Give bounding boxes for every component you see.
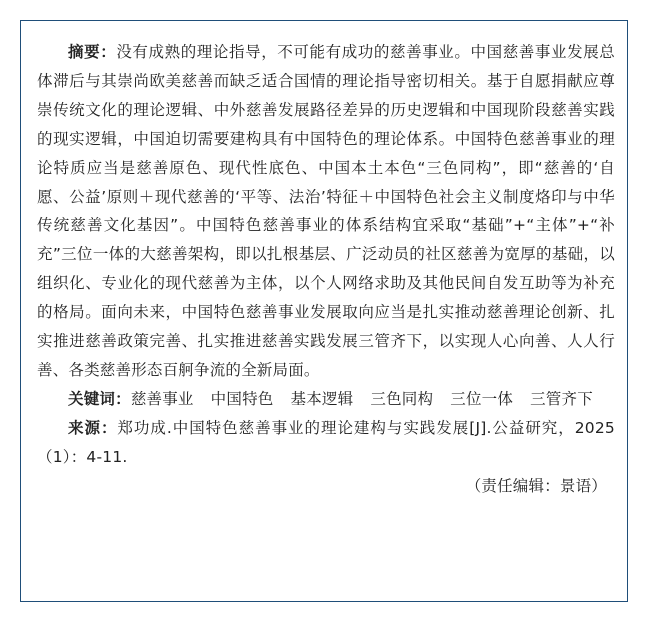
abstract-label: 摘要：	[68, 43, 117, 61]
editor-credit: （责任编辑：景语）	[465, 476, 607, 495]
source-paragraph	[37, 414, 615, 472]
abstract-text: 没有成熟的理论指导，不可能有成功的慈善事业。中国慈善事业发展总体滞后与其崇尚欧美慈善而缺乏适合国情的理论指导密切相关。基于自愿捐献应尊崇传统文化的理论逻辑、中外慈善发展路径差异的历史逻辑和中国现阶段慈善实践的现实逻辑，中国迫切需要建构具有中国特色的理论体系。中国特色慈善事业的理论特质应当是慈善原色、现代性底色、中国本土本色“三色同构”，即“慈善的‘自愿、公益’原则＋现代慈善的‘平等、法治’特征＋中国特色社会主义制度烙印与中华传统慈善文化基因”。中国特色慈善事业的体系结构宜采取“基础”+“主体”+“补充”三位一体的大慈善架构，即以扎根基层、广泛动员的社区慈善为宽厚的基础，以组织化、专业化的现代慈善为主体，以个人网络求助及其他民间自发互助等为补充的格局。面向未来，中国特色慈善事业发展取向应当是扎实推动慈善理论创新、扎实推进慈善政策完善、扎实推进慈善实践发展三管齐下，以实现人心向善、人人行善、各类慈善形态百舸争流的全新局面。	[37, 43, 616, 379]
keyword-item: 中国特色	[210, 389, 274, 408]
keyword-item: 基本逻辑	[290, 389, 354, 408]
source-citation: 郑功成.中国特色慈善事业的理论建构与实践发展[J].公益研究，2025（1）：4-11.	[37, 418, 615, 466]
keyword-item: 三色同构	[370, 389, 434, 408]
keyword-item: 三管齐下	[530, 389, 593, 408]
keyword-item: 慈善事业	[130, 389, 194, 408]
keywords-label: 关键词：	[68, 389, 131, 408]
abstract-paragraph	[37, 38, 615, 385]
keywords-paragraph	[37, 385, 615, 414]
keyword-item: 三位一体	[450, 389, 514, 408]
article-content	[37, 38, 615, 501]
source-label: 来源：	[68, 418, 118, 437]
